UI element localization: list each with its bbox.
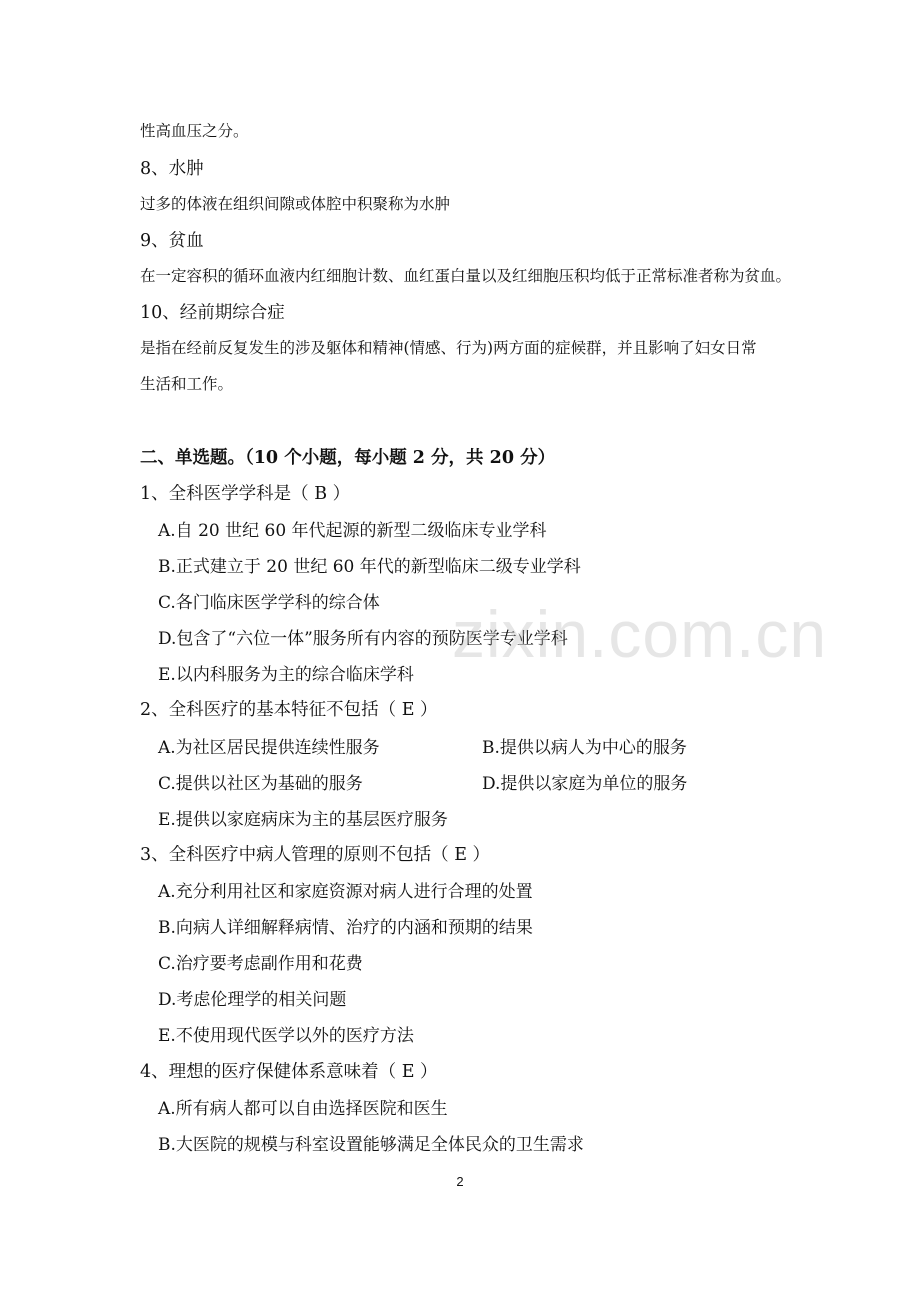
question-1-option-b: B.正式建立于 20 世纪 60 年代的新型临床二级专业学科 (158, 557, 581, 577)
question-1-option-d: D.包含了“六位一体”服务所有内容的预防医学专业学科 (158, 629, 568, 649)
question-2-option-d: D.提供以家庭为单位的服务 (482, 774, 688, 794)
section-title: 二、单选题。（10 个小题，每小题 2 分，共 20 分） (140, 448, 556, 468)
term-heading-10: 10、经前期综合症 (140, 303, 285, 323)
question-2-option-b: B.提供以病人为中心的服务 (482, 738, 687, 758)
question-2-option-e: E.提供以家庭病床为主的基层医疗服务 (158, 810, 448, 830)
term-definition-10-line1: 是指在经前反复发生的涉及躯体和精神(情感、行为)两方面的症候群，并且影响了妇女日常 (140, 339, 757, 357)
question-4-option-a: A.所有病人都可以自由选择医院和医生 (158, 1099, 448, 1119)
term-definition-9: 在一定容积的循环血液内红细胞计数、血红蛋白量以及红细胞压积均低于正常标准者称为贫血。 (140, 267, 792, 285)
question-2-stem: 2、全科医疗的基本特征不包括（ E ） (140, 700, 438, 720)
question-3-option-c: C.治疗要考虑副作用和花费 (158, 954, 363, 974)
question-1-stem: 1、全科医学学科是（ B ） (140, 484, 351, 504)
page-number: 2 (456, 1174, 464, 1189)
paragraph-continuation: 性高血压之分。 (140, 122, 249, 140)
watermark: zixin.com.cn (452, 597, 828, 671)
term-heading-9: 9、贫血 (140, 231, 204, 251)
question-3-stem: 3、全科医疗中病人管理的原则不包括（ E ） (140, 845, 491, 865)
term-definition-10-line2: 生活和工作。 (140, 375, 234, 393)
question-4-option-b: B.大医院的规模与科室设置能够满足全体民众的卫生需求 (158, 1135, 584, 1155)
question-1-option-e: E.以内科服务为主的综合临床学科 (158, 665, 414, 685)
term-heading-8: 8、水肿 (140, 159, 204, 179)
question-2-option-a: A.为社区居民提供连续性服务 (158, 738, 380, 758)
question-4-stem: 4、理想的医疗保健体系意味着（ E ） (140, 1062, 438, 1082)
question-3-option-d: D.考虑伦理学的相关问题 (158, 990, 347, 1010)
question-3-option-b: B.向病人详细解释病情、治疗的内涵和预期的结果 (158, 918, 533, 938)
question-1-option-c: C.各门临床医学学科的综合体 (158, 593, 380, 613)
term-definition-8: 过多的体液在组织间隙或体腔中积聚称为水肿 (140, 195, 451, 213)
question-2-option-c: C.提供以社区为基础的服务 (158, 774, 363, 794)
question-3-option-a: A.充分利用社区和家庭资源对病人进行合理的处置 (158, 882, 533, 902)
question-1-option-a: A.自 20 世纪 60 年代起源的新型二级临床专业学科 (158, 521, 547, 541)
question-3-option-e: E.不使用现代医学以外的医疗方法 (158, 1026, 414, 1046)
